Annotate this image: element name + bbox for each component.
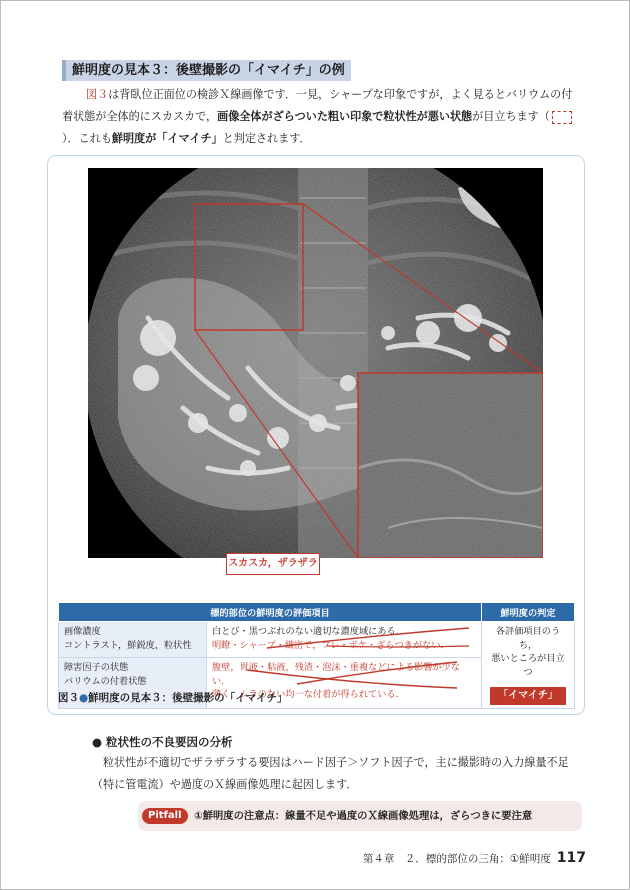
- table-header-verdict: 鮮明度の判定: [482, 603, 575, 622]
- intro-text-2: が目立ちます（: [472, 110, 550, 123]
- criterion-text-highlight: 腹壁，胃液・粘液，残渣・泡沫・重複などによる影響が少ない．: [212, 662, 461, 687]
- pitfall-box: [138, 801, 582, 831]
- analysis-heading: [92, 734, 233, 750]
- pitfall-text: ①鮮明度の注意点：線量不足や過度のＸ線画像処理は，ざらつきに要注意: [194, 810, 533, 822]
- footer-chapter: 第４章 ２．標的部位の三角：①鮮明度: [362, 853, 551, 865]
- figure-caption: [58, 690, 287, 705]
- section-heading: 鮮明度の見本３：後壁撮影の「イマイチ」の例: [62, 60, 351, 81]
- analysis-heading-text: 粒状性の不良要因の分析: [106, 735, 233, 749]
- xray-svg: [88, 168, 543, 558]
- description-cell: [207, 622, 482, 658]
- xray-image: [88, 168, 543, 558]
- pitfall-label: Pitfall: [142, 808, 188, 824]
- criterion-text-highlight: 明瞭・シャープ・繊密で，ブレ・ボケ・ざらつきがない．: [212, 639, 450, 651]
- caption-prefix: 図３: [58, 692, 79, 704]
- callout-label: スカスカ，ザラザラ: [226, 553, 320, 575]
- verdict-badge: 「イマイチ」: [490, 687, 566, 705]
- zoom-inset: [358, 373, 543, 558]
- page-footer: [363, 850, 586, 866]
- figure-panel: [47, 155, 585, 715]
- intro-text-4: と判定されます．: [222, 132, 311, 145]
- criterion-text-highlight: 薄く，ムラのない均一な付着が得られている．: [212, 689, 405, 701]
- intro-bold-1: 画像全体がざらついた粗い印象で粒状性が悪い状態: [217, 110, 473, 123]
- bullet-icon: ●: [92, 735, 107, 749]
- intro-text-1: は背臥位正面位の検診Ｘ線画像です．一見，シャープな印象ですが，よく見るとバリウムの付着状態が全体的にスカスカで，: [62, 88, 573, 123]
- intro-bold-2: 鮮明度が「イマイチ」: [111, 132, 223, 145]
- figure-reference[interactable]: 図３: [86, 88, 109, 101]
- verdict-text-2: 悪いところが目立つ: [491, 653, 565, 678]
- factor-label: 障害因子の状態: [64, 662, 129, 674]
- intro-paragraph: [62, 84, 582, 150]
- factor-sublabel: コントラスト，鮮鋭度，粒状性: [64, 639, 192, 651]
- dashed-box-icon: [552, 111, 572, 124]
- table-header-row: [59, 603, 575, 622]
- criterion-text: 白とび・黒つぶれのない適切な濃度域にある．: [212, 626, 405, 637]
- factor-sublabel: バリウムの付着状態: [64, 675, 147, 687]
- verdict-text-1: 各評価項目のうち，: [495, 626, 561, 651]
- table-row: [59, 622, 575, 658]
- factor-cell: [59, 622, 207, 658]
- intro-text-3: ）．これも: [62, 132, 112, 145]
- factor-label: 画像濃度: [64, 626, 101, 637]
- analysis-body: 粒状性が不適切でザラザラする要因はハード因子＞ソフト因子で，主に撮影時の入力線量不足（特に管電流）や過度のＸ線画像処理に起因します．: [92, 756, 569, 791]
- caption-text: 鮮明度の見本３：後壁撮影の「イマイチ」: [88, 692, 288, 704]
- page-number: 117: [556, 850, 586, 866]
- table-header-criteria: 標的部位の鮮明度の評価項目: [59, 603, 482, 622]
- caption-dot-icon: ●: [79, 692, 89, 704]
- verdict-cell: [482, 622, 575, 709]
